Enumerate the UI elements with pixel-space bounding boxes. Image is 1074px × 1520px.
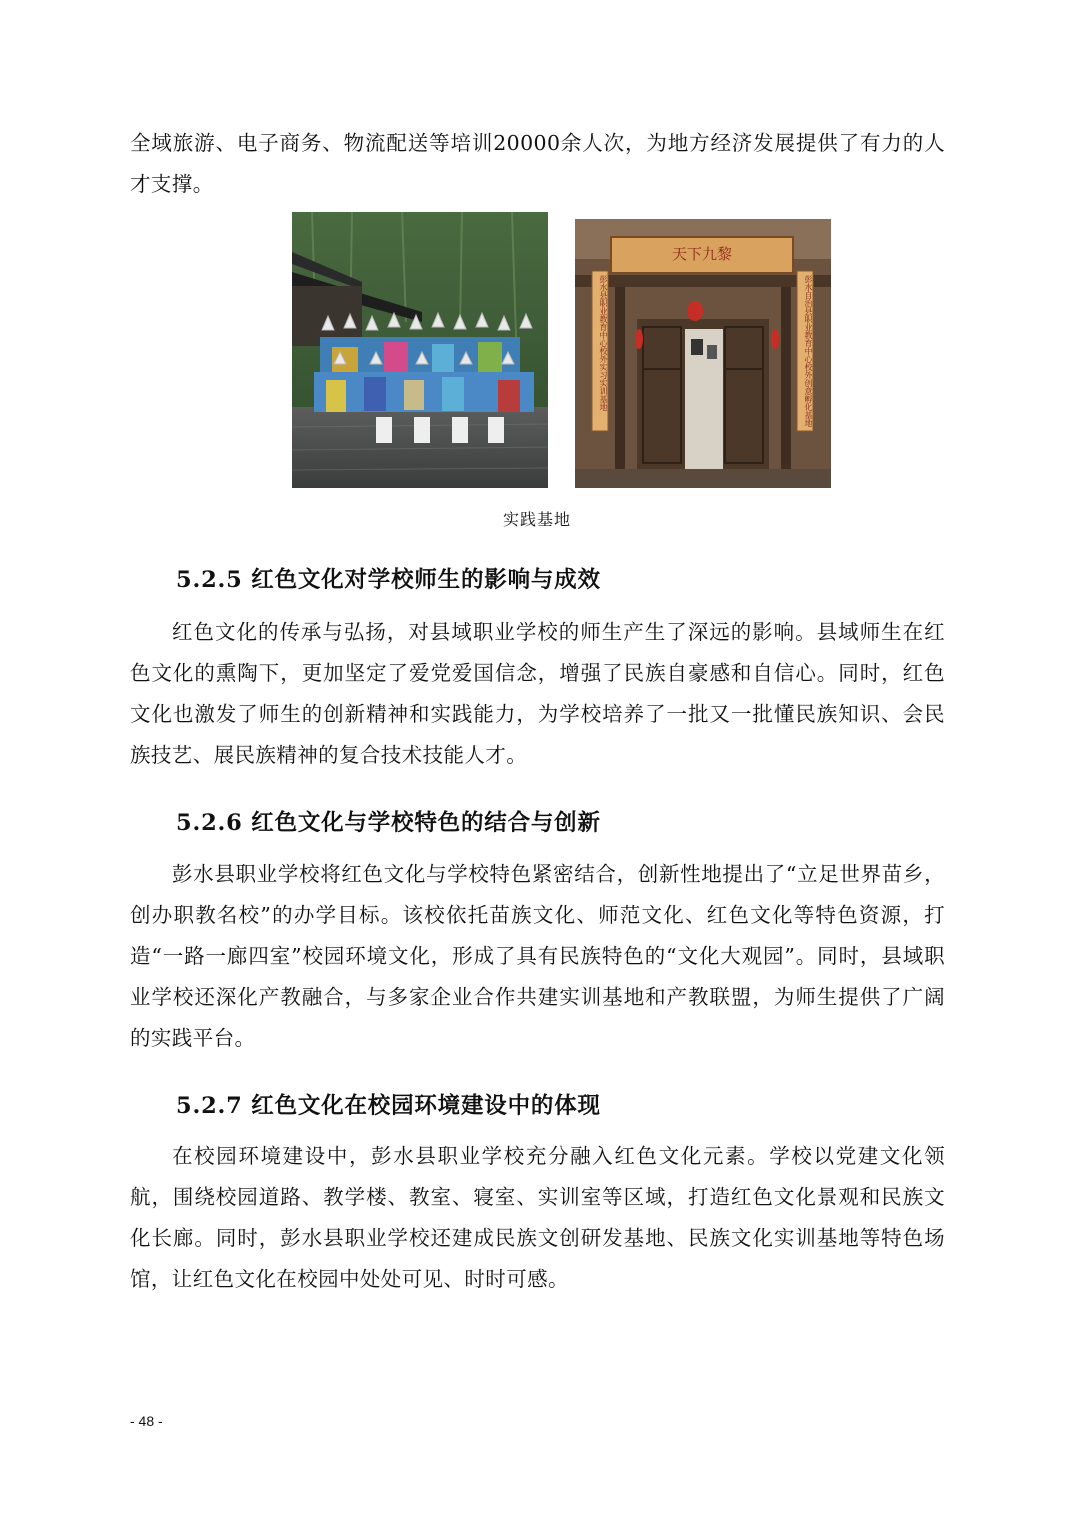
plaque-text: 天下九黎	[671, 245, 733, 263]
right-signboard-text: 彭水自治县职业教育中心校外创意孵化基地	[804, 275, 813, 427]
page-number: - 48 -	[130, 1413, 163, 1429]
left-signboard-text: 彭水县职业教育中心校外实习实训基地	[599, 275, 608, 411]
section-heading-527: 5.2.7 红色文化在校园环境建设中的体现	[176, 1093, 601, 1119]
section-body-526: 彭水县职业学校将红色文化与学校特色紧密结合，创新性地提出了“立足世界苗乡，创办职教名校”的办学目标。该校依托苗族文化、师范文化、红色文化等特色资源，打造“一路一廊四室”校园环境文化，形成了具有民族特色的“文化大观园”。同时，县域职业学校还深化产教融合，与多家企业合作共建实训基地和产教联盟，为师生提供了广阔的实践平台。	[130, 862, 945, 1050]
section-heading-525: 5.2.5 红色文化对学校师生的影响与成效	[176, 567, 601, 593]
group-costume-photo	[292, 212, 548, 488]
figure-caption: 实践基地	[502, 510, 571, 529]
section-body-527: 在校园环境建设中，彭水县职业学校充分融入红色文化元素。学校以党建文化领航，围绕校园道路、教学楼、教室、寝室、实训室等区域，打造红色文化景观和民族文化长廊。同时，彭水县职业学校还建成民族文创研发基地、民族文化实训基地等特色场馆，让红色文化在校园中处处可见、时时可感。	[130, 1144, 945, 1291]
section-heading-526: 5.2.6 红色文化与学校特色的结合与创新	[176, 810, 601, 836]
intro-paragraph: 全域旅游、电子商务、物流配送等培训20000余人次，为地方经济发展提供了有力的人才支撑。	[130, 131, 945, 196]
section-body-525: 红色文化的传承与弘扬，对县域职业学校的师生产生了深远的影响。县域师生在红色文化的熏陶下，更加坚定了爱党爱国信念，增强了民族自豪感和自信心。同时，红色文化也激发了师生的创新精神和实践能力，为学校培养了一批又一批懂民族知识、会民族技艺、展民族精神的复合技术技能人才。	[130, 620, 945, 767]
practice-base-building-photo	[575, 219, 831, 488]
